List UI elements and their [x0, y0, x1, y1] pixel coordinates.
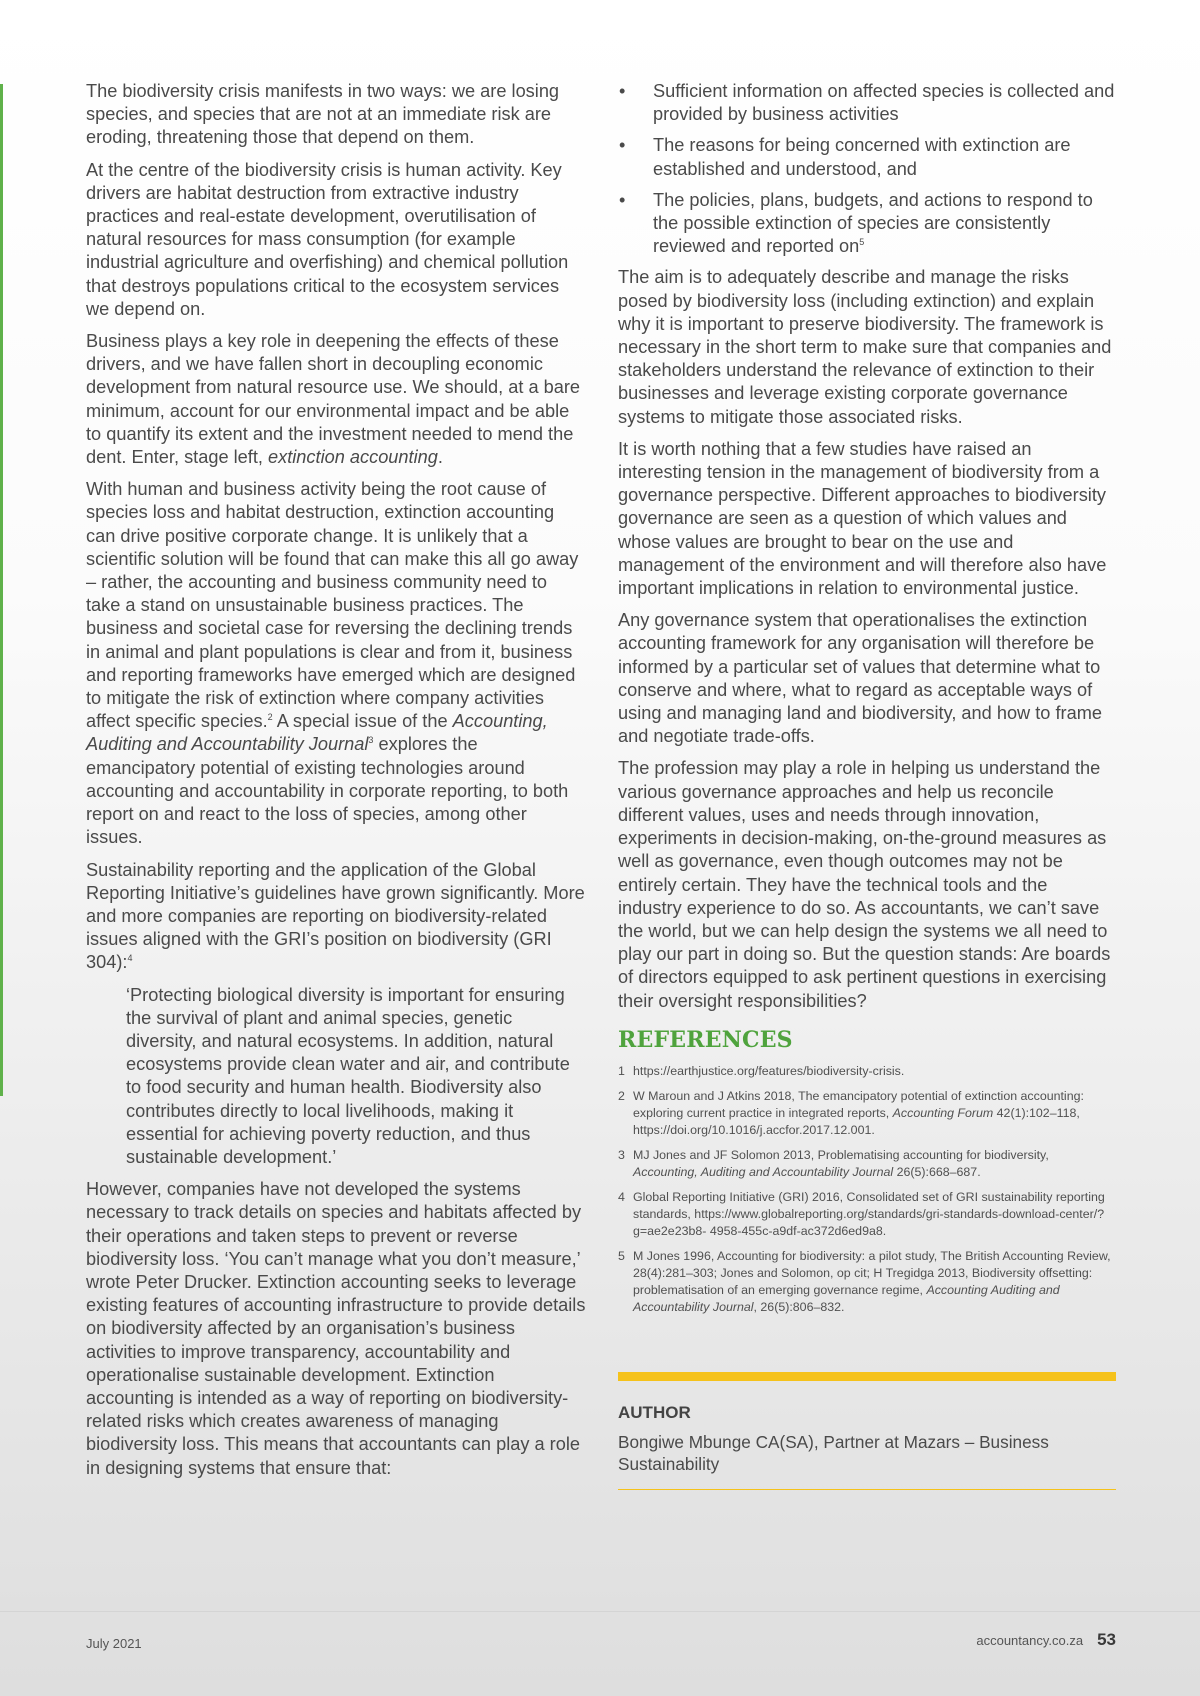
reference-text: https://earthjustice.org/features/biodiversity-crisis.	[633, 1063, 905, 1078]
footnote-marker: 2	[267, 712, 273, 723]
reference-text: W Maroun and J Atkins 2018, The emancipatory potential of extinction accounting: exploring current practice in integrated reports,	[633, 1088, 1084, 1120]
reference-item	[618, 1147, 1116, 1181]
left-column	[86, 80, 586, 1489]
reference-number: 3	[618, 1147, 625, 1162]
right-column	[618, 80, 1116, 1490]
list-item	[618, 80, 1116, 126]
author-divider-bar	[618, 1372, 1116, 1381]
reference-item	[618, 1088, 1116, 1139]
footer-site-link[interactable]: accountancy.co.za	[976, 1633, 1084, 1648]
paragraph-text: explores the emancipatory potential of existing technologies around accounting and accountability in corporate reporting, to both report on and react to the loss of species, among other issues.	[86, 734, 569, 848]
reference-journal: Accounting Forum	[892, 1105, 994, 1120]
footnote-marker: 3	[368, 735, 374, 746]
bullet-icon: •	[619, 135, 626, 156]
footnote-marker: 4	[127, 953, 133, 964]
footer-divider	[0, 1611, 1200, 1612]
paragraph: The aim is to adequately describe and manage the risks posed by biodiversity loss (including extinction) and explain why it is important to preserve biodiversity. The framework is necessary in the short term to make sure that companies and stakeholders understand the relevance of extinction to their businesses and leverage existing corporate governance systems to mitigate those associated risks.	[618, 267, 1112, 427]
author-bottom-rule	[618, 1489, 1116, 1490]
paragraph-text: A special issue of the	[272, 711, 448, 732]
list-item-text: The reasons for being concerned with extinction are established and understood, and	[653, 135, 1071, 179]
paragraph	[86, 330, 586, 469]
reference-text: 42(1):102–118, https://doi.org/10.1016/j.accfor.2017.12.001.	[633, 1105, 1080, 1137]
list-item-text: The policies, plans, budgets, and actions to respond to the possible extinction of species are consistently reviewed and reported on	[653, 189, 1093, 257]
reference-number: 5	[618, 1248, 625, 1263]
italic-term: extinction accounting	[268, 447, 438, 468]
footer-right	[976, 1630, 1116, 1650]
list-item-text: Sufficient information on affected species is collected and provided by business activities	[653, 81, 1115, 125]
paragraph: It is worth nothing that a few studies have raised an interesting tension in the management of biodiversity from a governance perspective. Different approaches to biodiversity governance are seen as a question of which values and whose values are brought to bear on the use and management of the environment and will therefore also have important implications in relation to environmental justice.	[618, 438, 1107, 599]
footnote-marker: 5	[859, 237, 865, 248]
paragraph: At the centre of the biodiversity crisis is human activity. Key drivers are habitat destruction from extractive industry practices and real-estate development, overutilisation of natural resources for mass consumption (for example industrial agriculture and overfishing) and chemical pollution that destroys populations critical to the ecosystem services we depend on.	[86, 159, 569, 319]
page-number: 53	[1097, 1630, 1116, 1649]
list-item	[618, 189, 1116, 259]
reference-text: 26(5):668–687.	[893, 1164, 981, 1179]
paragraph-end: .	[437, 447, 443, 468]
margin-accent-rule	[0, 84, 3, 1096]
paragraph-text: Sustainability reporting and the application of the Global Reporting Initiative’s guidelines have grown significantly. More and more companies are reporting on biodiversity-related issues aligned with the GRI’s position on biodiversity (GRI 304):	[86, 859, 585, 973]
list-item	[618, 134, 1116, 180]
reference-number: 1	[618, 1063, 625, 1078]
reference-item	[618, 1063, 1116, 1080]
reference-journal: Accounting, Auditing and Accountability Journal	[633, 1164, 894, 1179]
paragraph: The biodiversity crisis manifests in two ways: we are losing species, and species that are not at an immediate risk are eroding, threatening those that depend on them.	[86, 81, 560, 148]
reference-text: M Jones 1996, Accounting for biodiversity: a pilot study, The British Accounting Review, 28(4):281–303; Jones and Solomon, op cit; H Tregidga 2013, Biodiversity offsetting: problematisation of an emerging governance regime,	[633, 1248, 1111, 1297]
reference-text: , 26(5):806–832.	[753, 1299, 845, 1314]
reference-item	[618, 1248, 1116, 1316]
bullet-icon: •	[619, 81, 626, 101]
paragraph-text: Business plays a key role in deepening the effects of these drivers, and we have fallen short in decoupling economic development from natural resource use. We should, at a bare minimum, account for our environmental impact and be able to quantify its extent and the investment needed to mend the dent. Enter, stage left,	[86, 331, 581, 468]
journal-title: Accounting, Auditing and Accountability Journal	[86, 711, 548, 755]
references-list	[618, 1063, 1116, 1316]
bullet-icon: •	[619, 189, 626, 210]
paragraph-text: With human and business activity being the root cause of species loss and habitat destruction, extinction accounting can drive positive corporate change. It is unlikely that a scientific solution will be found that can make this all go away – rather, the accounting and business community need to take a stand on unsustainable business practices. The business and societal case for reversing the declining trends in animal and plant populations is clear and from it, business and reporting frameworks have emerged which are designed to mitigate the risk of extinction where company activities affect specific species.	[86, 479, 579, 732]
paragraph: However, companies have not developed the systems necessary to track details on species and habitats affected by their operations and taken steps to prevent or reverse biodiversity loss. ‘You can’t manage what you don’t measure,’ wrote Peter Drucker. Extinction accounting seeks to leverage existing features of accounting infrastructure to provide details on biodiversity affected by an organisation’s business activities to improve transparency, accountability and operationalise sustainable development. Extinction accounting is intended as a way of reporting on biodiversity-related risks which creates awareness of managing biodiversity loss. This means that accountants can play a role in designing systems that ensure that:	[86, 1179, 586, 1478]
footer-date: July 2021	[86, 1636, 142, 1651]
reference-text: MJ Jones and JF Solomon 2013, Problematising accounting for biodiversity,	[633, 1147, 1049, 1162]
paragraph	[86, 478, 586, 849]
reference-journal: Accounting Auditing and Accountability Journal	[633, 1282, 1060, 1314]
block-quote: ‘Protecting biological diversity is important for ensuring the survival of plant and animal species, genetic diversity, and natural ecosystems. In addition, natural ecosystems provide clean water and air, and contribute to food security and human health. Biodiversity also contributes directly to local livelihoods, making it essential for achieving poverty reduction, and thus sustainable development.’	[126, 984, 570, 1167]
reference-number: 2	[618, 1088, 625, 1103]
paragraph: Any governance system that operationalises the extinction accounting framework for any organisation will therefore be informed by a particular set of values that determine what to conserve and where, what to regard as acceptable ways of using and managing land and biodiversity, and how to frame and negotiate trade-offs.	[618, 610, 1102, 747]
paragraph: The profession may play a role in helping us understand the various governance approaches and help us reconcile different values, uses and needs through innovation, experiments in decision-making, on-the-ground measures as well as governance, even though outcomes may not be entirely certain. They have the technical tools and the industry experience to do so. As accountants, we can’t save the world, but we can help design the systems we all need to play our part in doing so. But the question stands: Are boards of directors equipped to ask pertinent questions in exercising their oversight responsibilities?	[618, 758, 1111, 1011]
bullet-list	[618, 80, 1116, 258]
author-heading: AUTHOR	[618, 1402, 691, 1422]
references-heading: REFERENCES	[618, 1026, 793, 1053]
author-byline: Bongiwe Mbunge CA(SA), Partner at Mazars – Business Sustainability	[618, 1431, 1049, 1474]
reference-text: Global Reporting Initiative (GRI) 2016, Consolidated set of GRI sustainability reporting standards, https://www.globalreporting.org/standards/gri-standards-download-center/?g=ae2e23b8- 4958-455c-a9df-ac372d6ed9a8.	[633, 1189, 1105, 1238]
paragraph	[86, 859, 586, 975]
reference-number: 4	[618, 1189, 625, 1204]
reference-item	[618, 1189, 1116, 1240]
